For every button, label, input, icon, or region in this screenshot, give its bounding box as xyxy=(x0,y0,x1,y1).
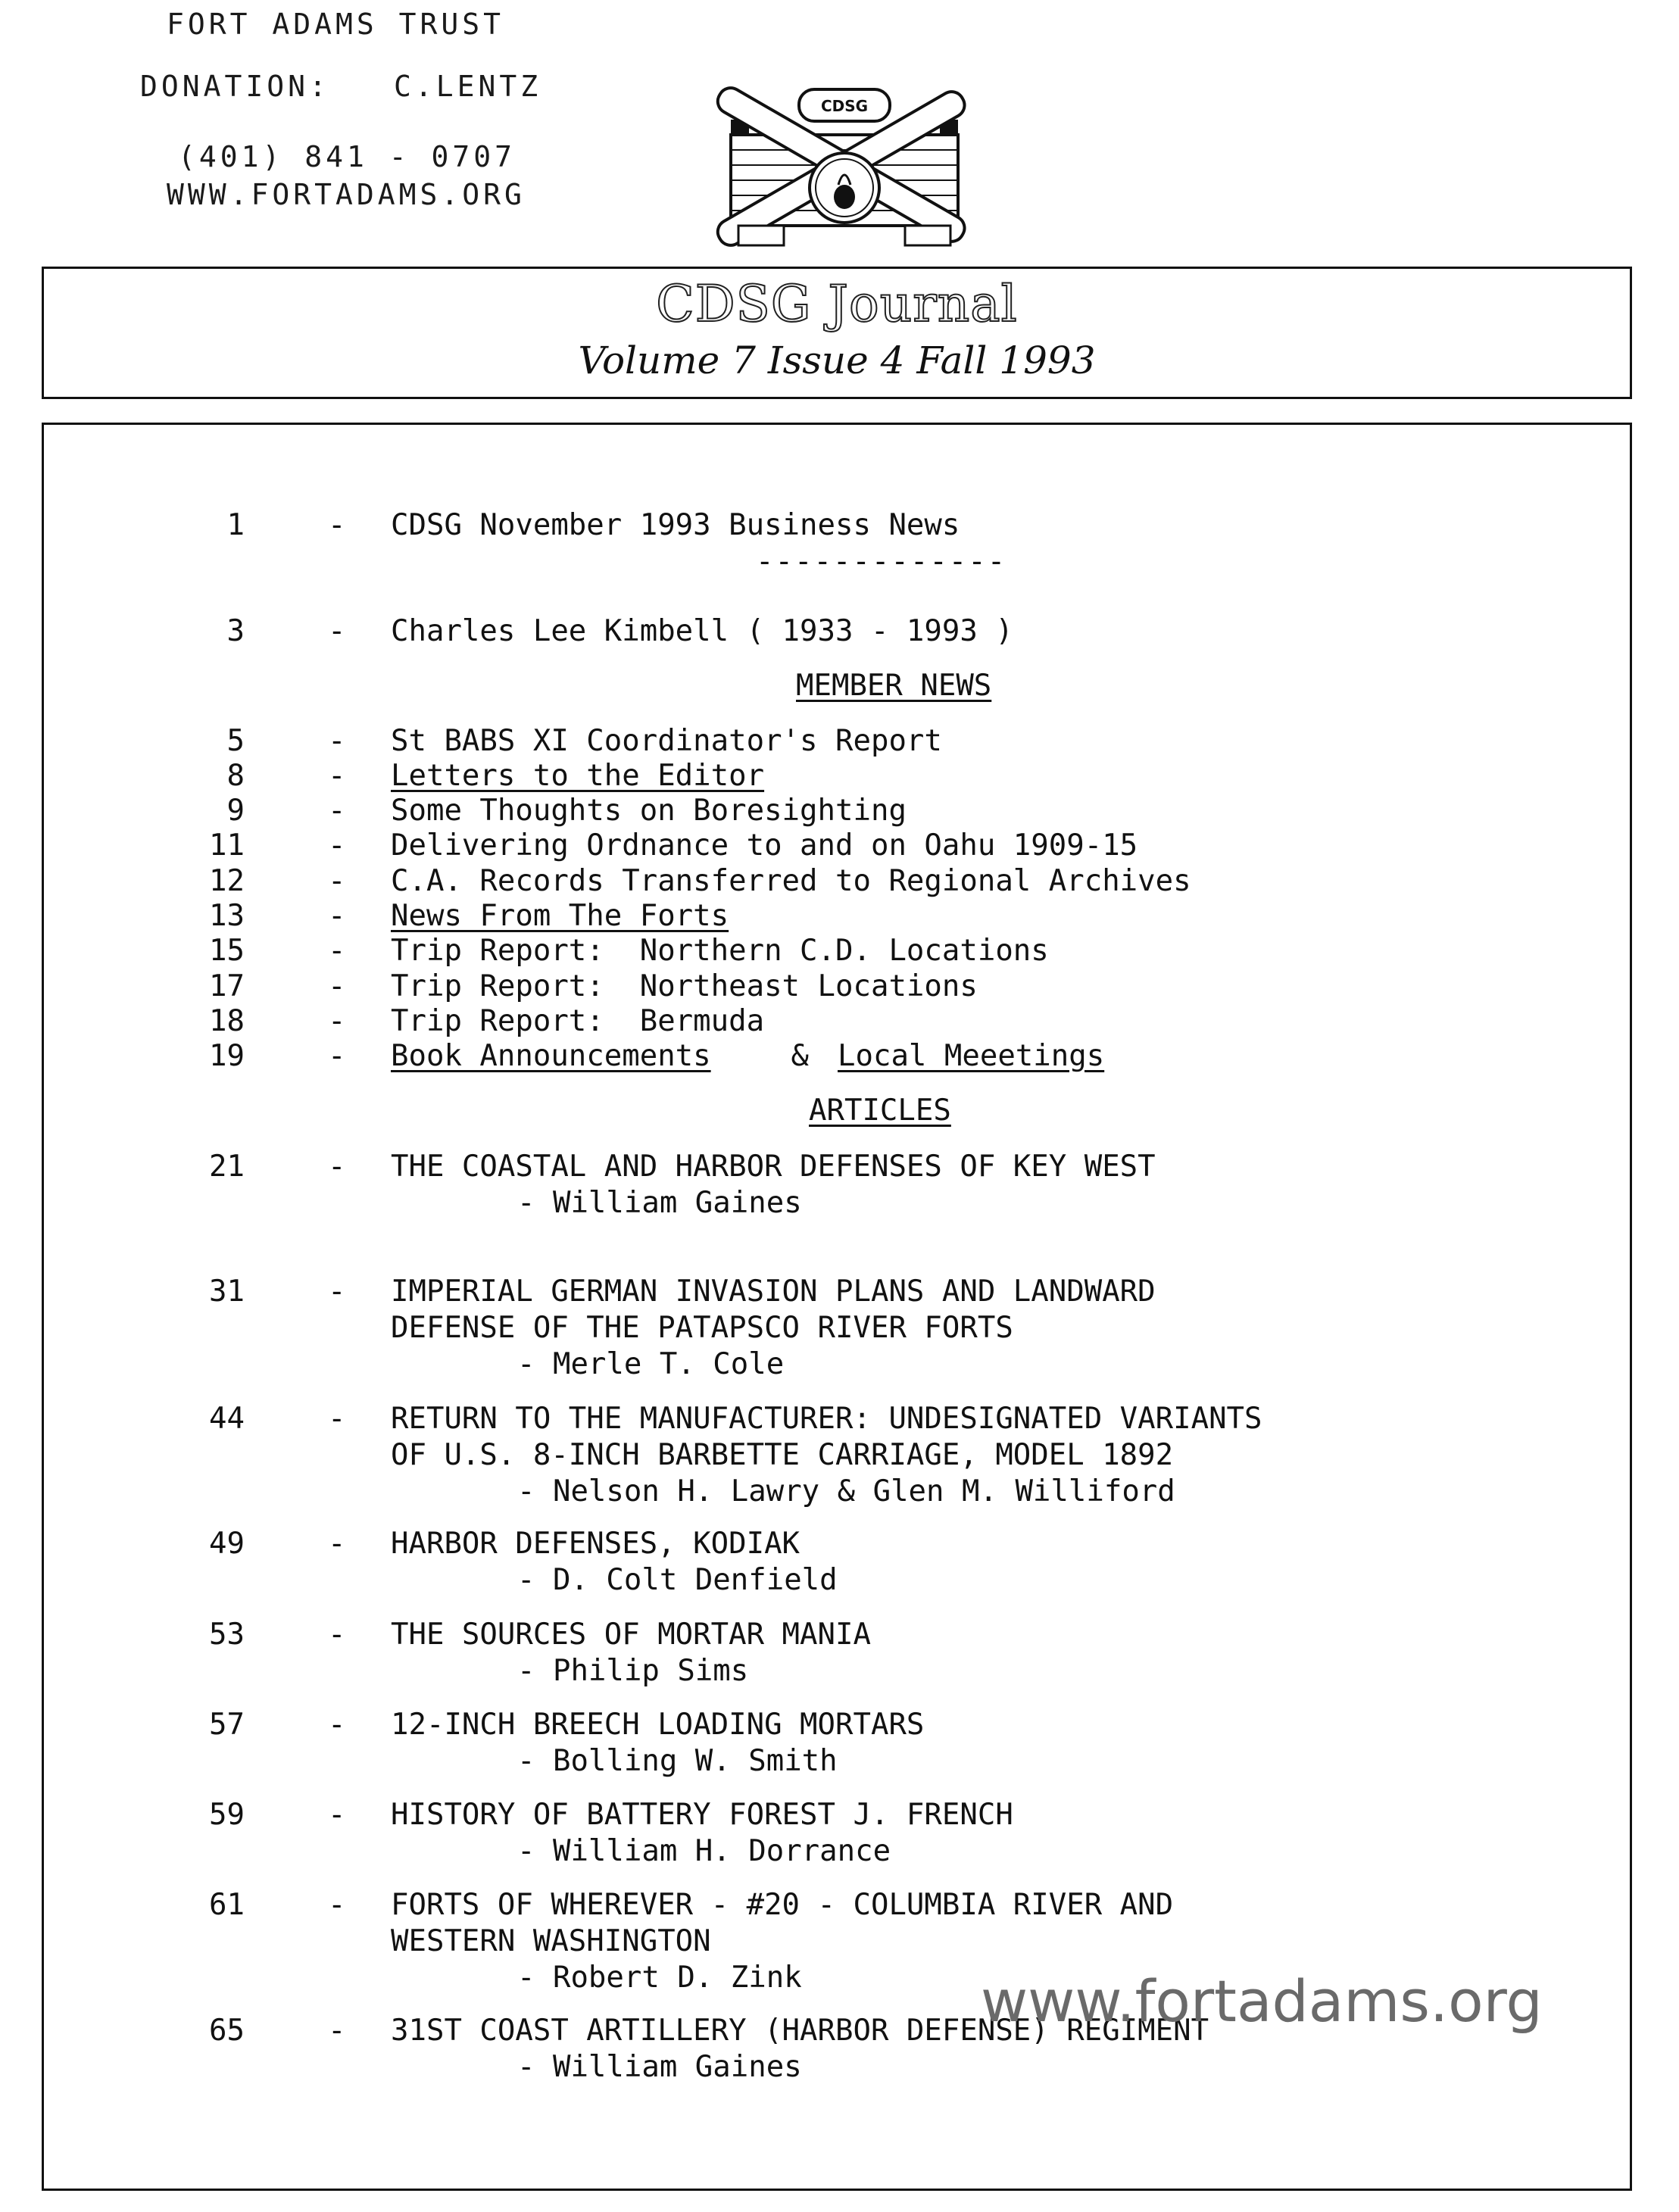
toc-entry-title: St BABS XI Coordinator's Report xyxy=(391,724,942,758)
stamp-website: WWW.FORTADAMS.ORG xyxy=(167,178,526,211)
toc-dash: - xyxy=(328,1618,346,1652)
toc-dash: - xyxy=(328,1888,346,1922)
toc-page-number: 5 xyxy=(226,724,245,758)
watermark-text: www.fortadams.org xyxy=(981,1967,1543,2035)
toc-entry-ampersand: & xyxy=(773,1039,827,1073)
toc-entry-title-line2: WESTERN WASHINGTON xyxy=(391,1924,711,1958)
toc-entry-title: Charles Lee Kimbell ( 1933 - 1993 ) xyxy=(391,614,1013,648)
toc-entry-title: Local Meeetings xyxy=(838,1039,1105,1073)
toc-page-number: 18 xyxy=(209,1004,245,1038)
toc-dash: - xyxy=(328,969,346,1003)
journal-title: CDSG Journal xyxy=(656,275,1018,333)
toc-page-number: 17 xyxy=(209,969,245,1003)
toc-entry-title: CDSG November 1993 Business News xyxy=(391,508,960,542)
toc-entry-author: - William Gaines xyxy=(517,2050,802,2084)
toc-entry-title: IMPERIAL GERMAN INVASION PLANS AND LANDWARD xyxy=(391,1274,1156,1309)
crossed-cannons-emblem-icon xyxy=(708,82,981,252)
toc-dash: - xyxy=(328,759,346,793)
toc-dash: - xyxy=(328,508,346,542)
toc-entry-author: - Philip Sims xyxy=(517,1654,749,1688)
journal-title-box xyxy=(42,267,1632,399)
toc-entry-title: RETURN TO THE MANUFACTURER: UNDESIGNATED VARIANTS xyxy=(391,1402,1262,1436)
toc-page-number: 61 xyxy=(209,1888,245,1922)
toc-entry-title-line2: OF U.S. 8-INCH BARBETTE CARRIAGE, MODEL 1892 xyxy=(391,1438,1174,1472)
toc-entry-author: - Robert D. Zink xyxy=(517,1961,802,1995)
stamp-phone: (401) 841 - 0707 xyxy=(178,140,516,173)
table-of-contents xyxy=(42,423,1632,2191)
toc-entry-title: 31ST COAST ARTILLERY (HARBOR DEFENSE) REGIMENT xyxy=(391,2014,1209,2048)
toc-page-number: 59 xyxy=(209,1798,245,1832)
toc-page-number: 8 xyxy=(226,759,245,793)
toc-entry-author: - William Gaines xyxy=(517,1186,802,1220)
toc-entry-title: 12-INCH BREECH LOADING MORTARS xyxy=(391,1708,925,1742)
toc-entry-title: THE COASTAL AND HARBOR DEFENSES OF KEY WEST xyxy=(391,1150,1156,1184)
toc-page-number: 21 xyxy=(209,1150,245,1184)
toc-dash: - xyxy=(328,828,346,863)
toc-entry-title: Trip Report: Northern C.D. Locations xyxy=(391,934,1049,968)
toc-entry-author: - D. Colt Denfield xyxy=(517,1563,838,1597)
logo-text: CDSG xyxy=(820,97,869,115)
toc-entry-author: - Merle T. Cole xyxy=(517,1347,785,1381)
toc-dash: - xyxy=(328,1039,346,1073)
toc-entry-title: Some Thoughts on Boresighting xyxy=(391,794,907,828)
toc-page-number: 9 xyxy=(226,794,245,828)
toc-page-number: 57 xyxy=(209,1708,245,1742)
toc-entry-title: Book Announcements xyxy=(391,1039,711,1073)
toc-dash: - xyxy=(328,1527,346,1561)
toc-entry-title: HARBOR DEFENSES, KODIAK xyxy=(391,1527,800,1561)
journal-issue: Volume 7 Issue 4 Fall 1993 xyxy=(578,339,1096,382)
toc-dash: - xyxy=(328,899,346,933)
toc-page-number: 65 xyxy=(209,2014,245,2048)
toc-page-number: 11 xyxy=(209,828,245,863)
toc-entry-title: Delivering Ordnance to and on Oahu 1909-15 xyxy=(391,828,1138,863)
toc-entry-title: Trip Report: Bermuda xyxy=(391,1004,765,1038)
toc-dash: - xyxy=(328,1708,346,1742)
toc-entry-author: - Nelson H. Lawry & Glen M. Williford xyxy=(517,1474,1175,1508)
toc-entry-title: Letters to the Editor xyxy=(391,759,765,793)
toc-page-number: 13 xyxy=(209,899,245,933)
toc-dash: - xyxy=(328,934,346,968)
stamp-line1: FORT ADAMS TRUST xyxy=(167,8,505,41)
toc-separator: ------------- xyxy=(756,544,1007,579)
toc-entry-title: News From The Forts xyxy=(391,899,729,933)
toc-dash: - xyxy=(328,614,346,648)
toc-entry-author: - William H. Dorrance xyxy=(517,1834,891,1868)
toc-dash: - xyxy=(328,2014,346,2048)
toc-dash: - xyxy=(328,1798,346,1832)
section-heading-member-news: MEMBER NEWS xyxy=(796,669,992,703)
toc-entry-title: THE SOURCES OF MORTAR MANIA xyxy=(391,1618,871,1652)
toc-entry-title: Trip Report: Northeast Locations xyxy=(391,969,978,1003)
toc-entry-author: - Bolling W. Smith xyxy=(517,1744,838,1778)
toc-page-number: 15 xyxy=(209,934,245,968)
section-heading-articles: ARTICLES xyxy=(809,1094,951,1128)
toc-dash: - xyxy=(328,1004,346,1038)
toc-dash: - xyxy=(328,1402,346,1436)
stamp-donation-name: C.LENTZ xyxy=(394,70,542,103)
toc-page-number: 53 xyxy=(209,1618,245,1652)
toc-dash: - xyxy=(328,1274,346,1309)
toc-page-number: 44 xyxy=(209,1402,245,1436)
toc-page-number: 1 xyxy=(226,508,245,542)
toc-page-number: 31 xyxy=(209,1274,245,1309)
toc-entry-title-line2: DEFENSE OF THE PATAPSCO RIVER FORTS xyxy=(391,1311,1013,1345)
toc-entry-title: HISTORY OF BATTERY FOREST J. FRENCH xyxy=(391,1798,1013,1832)
toc-page-number: 12 xyxy=(209,864,245,898)
toc-entry-title: FORTS OF WHEREVER - #20 - COLUMBIA RIVER AND xyxy=(391,1888,1174,1922)
toc-dash: - xyxy=(328,724,346,758)
toc-page-number: 49 xyxy=(209,1527,245,1561)
toc-page-number: 3 xyxy=(226,614,245,648)
toc-page-number: 19 xyxy=(209,1039,245,1073)
toc-dash: - xyxy=(328,864,346,898)
stamp-donation-label: DONATION: xyxy=(140,70,330,103)
toc-dash: - xyxy=(328,794,346,828)
toc-entry-title: C.A. Records Transferred to Regional Archives xyxy=(391,864,1191,898)
toc-dash: - xyxy=(328,1150,346,1184)
